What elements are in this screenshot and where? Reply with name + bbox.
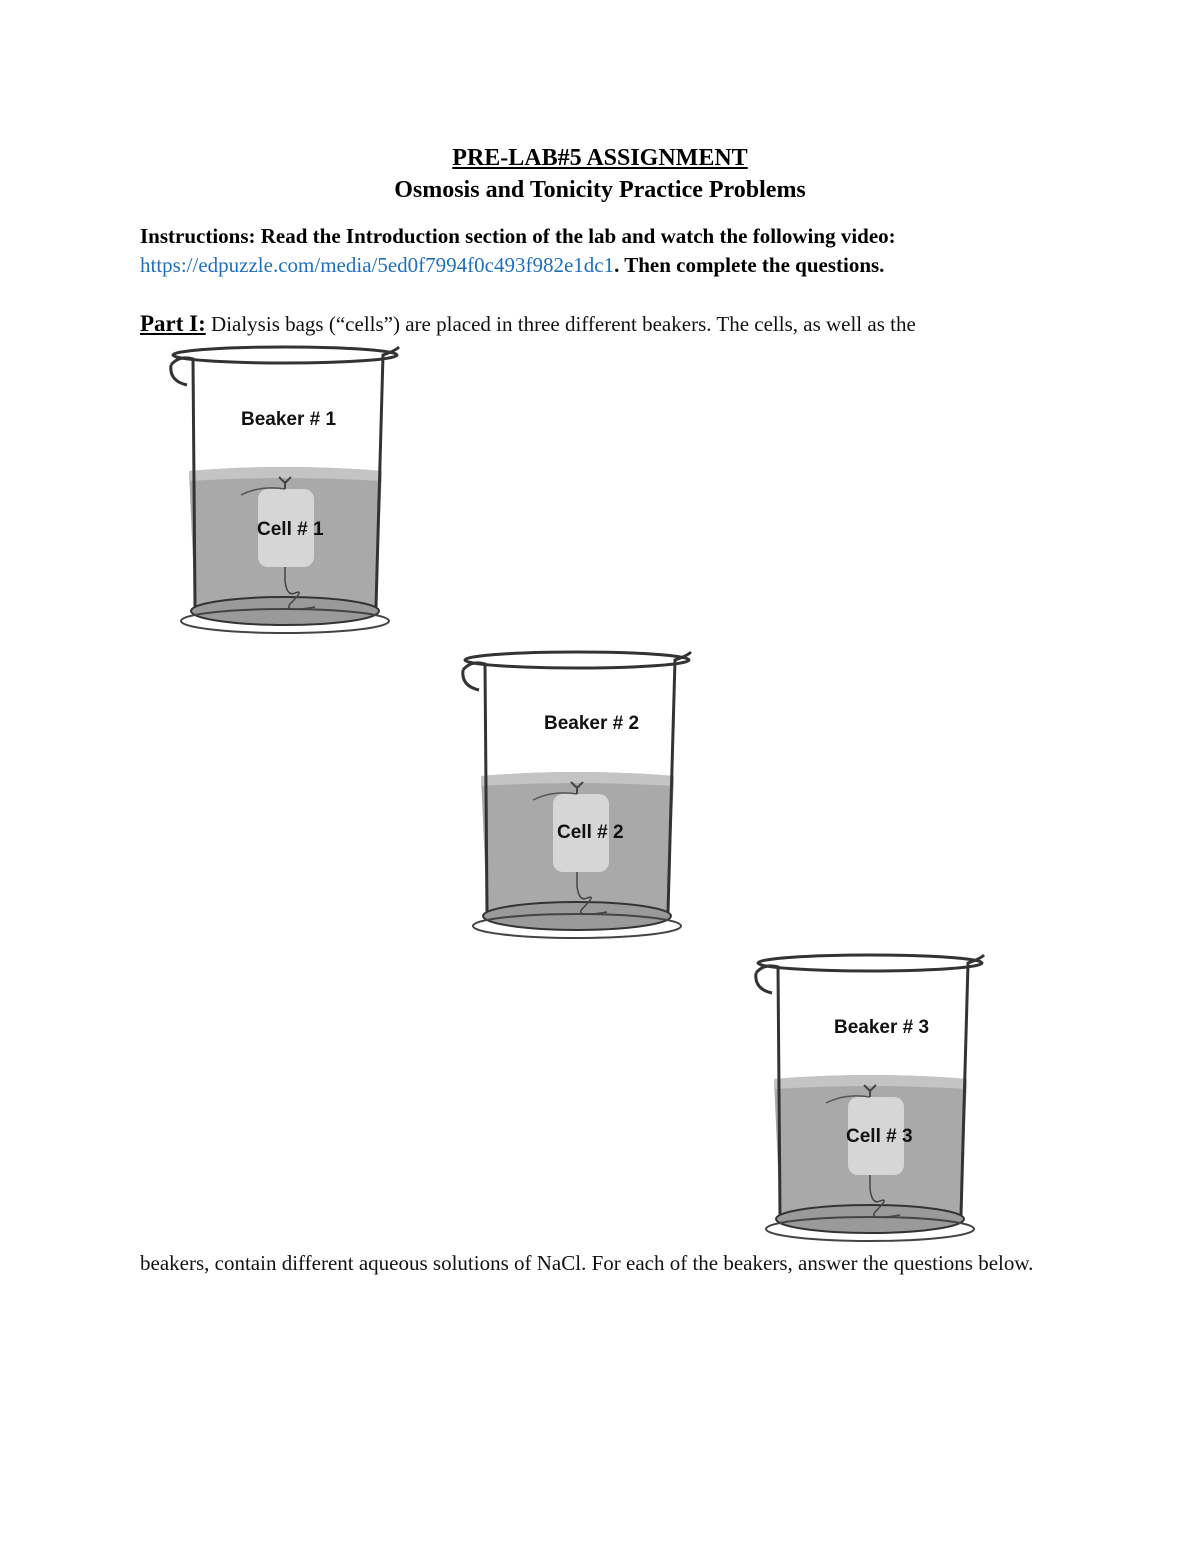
part1-text-before: Dialysis bags (“cells”) are placed in three different beakers. The cells, as well as the [211,312,916,336]
beaker-3-illustration [750,953,990,1245]
beaker-3-label: Beaker # 3 [834,1017,930,1038]
beaker-2-label: Beaker # 2 [544,713,640,734]
instructions-paragraph [140,222,1080,280]
part1-heading: Part I: [140,311,206,336]
cell-3-label: Cell # 3 [846,1126,913,1147]
beaker-1-illustration [165,345,405,637]
document-title: PRE-LAB#5 ASSIGNMENT [452,145,748,171]
document-subtitle: Osmosis and Tonicity Practice Problems [394,177,806,203]
part1-intro [140,309,1100,339]
video-link[interactable]: https://edpuzzle.com/media/5ed0f7994f0c493f982e1dc1 [140,253,615,277]
part1-text-after: beakers, contain different aqueous solutions of NaCl. For each of the beakers, answer the questions below. [140,1251,1034,1275]
instructions-after-link: . Then complete the questions. [614,253,885,277]
beaker-2-illustration [457,650,697,942]
cell-1-label: Cell # 1 [257,519,324,540]
cell-2-label: Cell # 2 [557,822,624,843]
beaker-1-label: Beaker # 1 [241,409,337,430]
instructions-lead: Instructions: Read the Introduction section of the lab and watch the following video: [140,224,896,248]
